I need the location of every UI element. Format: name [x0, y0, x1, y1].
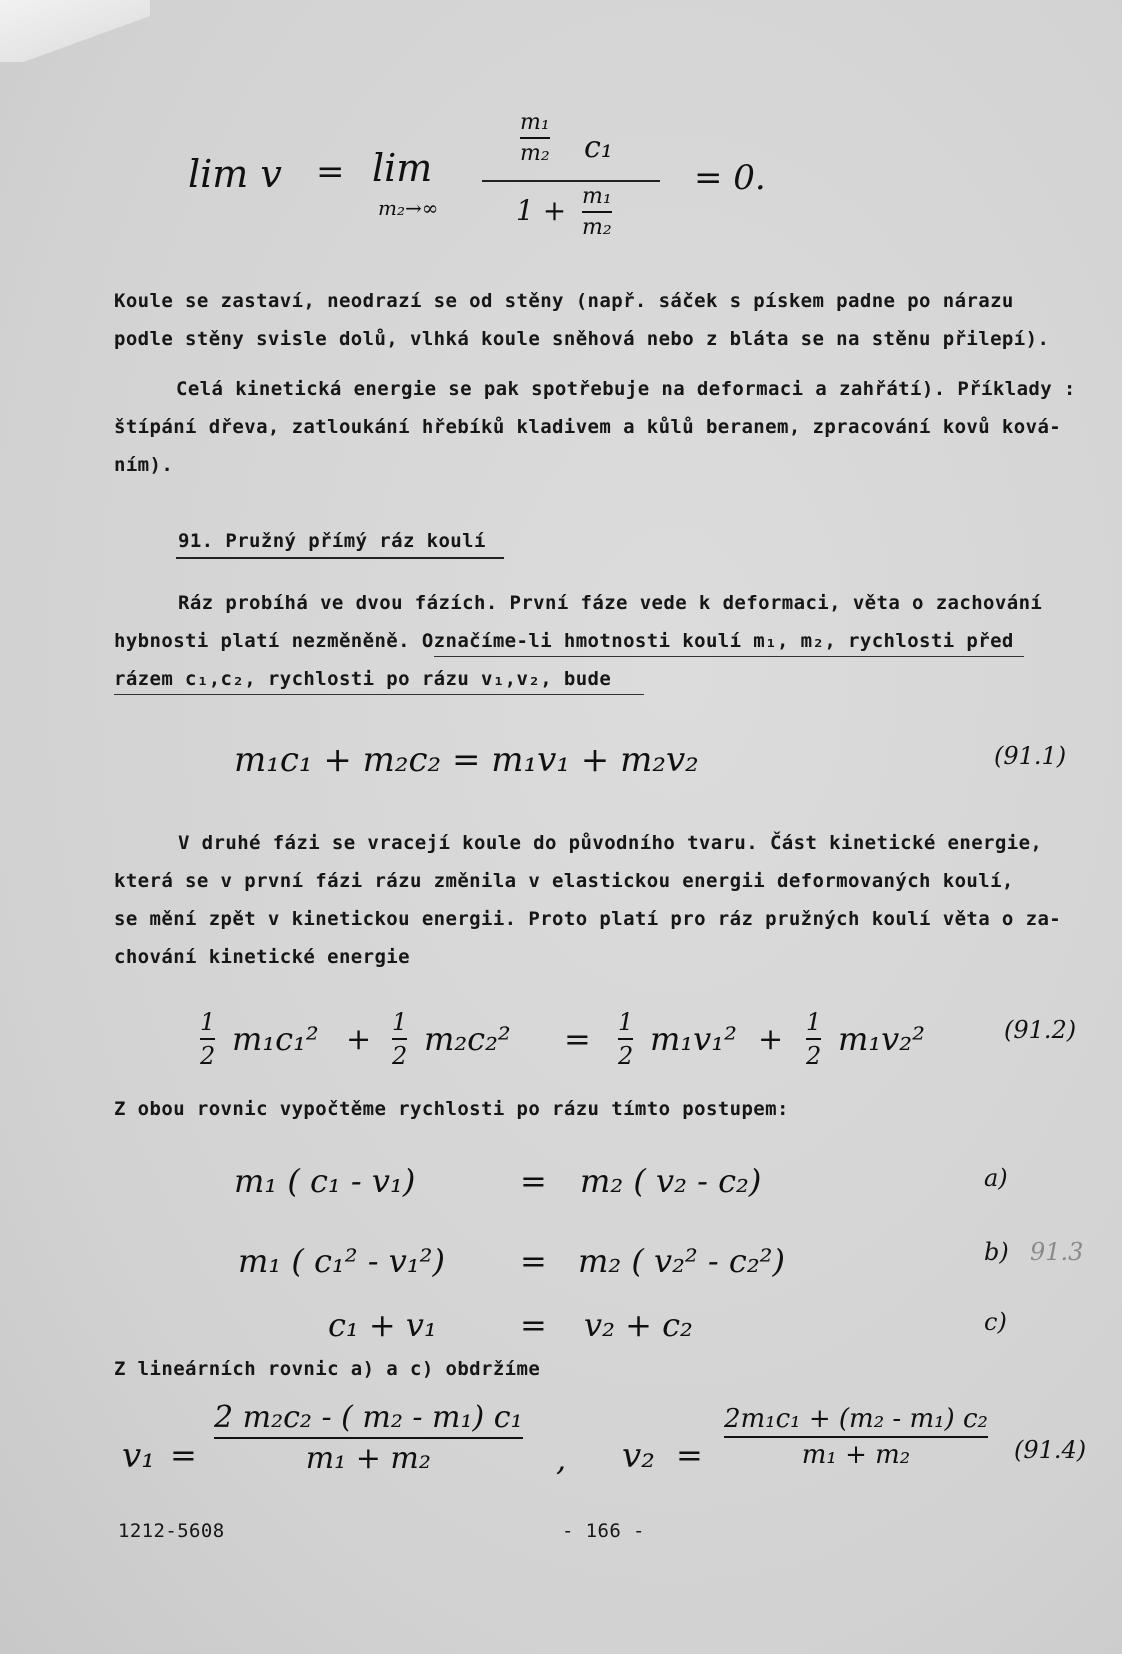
eq-a-eq: =	[520, 1162, 547, 1200]
eq-91-1: m₁c₁ + m₂c₂ = m₁v₁ + m₂v₂	[234, 740, 699, 780]
eq-b-lhs: m₁ ( c₁² - v₁²)	[238, 1242, 445, 1280]
eq-91-2-half-4: 1 2	[806, 1008, 822, 1070]
para4-line1: V druhé fázi se vracejí koule do původního tvaru. Část kinetické energie,	[178, 832, 1043, 854]
eq-91-2-plus2: +	[758, 1022, 784, 1057]
limit-inner-fraction	[520, 110, 550, 166]
eq-91-2-term3: m₁v₁²	[650, 1020, 737, 1058]
limit-lhs: lim v	[188, 152, 282, 196]
eq-91-4-v1-denominator: m₁ + m₂	[305, 1441, 431, 1476]
para3-line3: rázem c₁,c₂, rychlosti po rázu v₁,v₂, bude	[114, 668, 612, 690]
footer-document-code: 1212-5608	[118, 1520, 225, 1542]
eq-91-2-term4: m₁v₂²	[838, 1020, 925, 1058]
section-heading-underline	[176, 557, 504, 559]
para3-line2: hybnosti platí nezměněně. Označíme-li hmotnosti koulí m₁, m₂, rychlosti před	[114, 630, 1014, 652]
eq-91-4-v2-denominator: m₁ + m₂	[801, 1440, 911, 1470]
eq-91-2-term2: m₂c₂²	[424, 1020, 511, 1058]
limit-main-fraction-bar	[482, 180, 660, 182]
eq-c-rhs: v₂ + c₂	[584, 1306, 693, 1344]
eq-91-4-v2: v₂	[622, 1436, 655, 1476]
eq-a-lhs: m₁ ( c₁ - v₁)	[234, 1162, 416, 1200]
section-heading: 91. Pružný přímý ráz koulí	[178, 530, 486, 552]
limit-den-one: 1 +	[516, 194, 567, 227]
eq-c-eq: =	[520, 1306, 547, 1344]
eq-b-rhs: m₂ ( v₂² - c₂²)	[578, 1242, 785, 1280]
para3-line1: Ráz probíhá ve dvou fázích. První fáze vede k deformaci, věta o zachování	[178, 592, 1043, 614]
eq-b-label: b)	[984, 1238, 1009, 1266]
eq-c-lhs: c₁ + v₁	[328, 1306, 437, 1344]
footer-page-number: - 166 -	[562, 1520, 645, 1542]
eq-91-2-plus1: +	[346, 1022, 372, 1057]
para4-line3: se mění zpět v kinetickou energii. Proto platí pro ráz pružných koulí věta o za-	[114, 908, 1062, 930]
para5: Z obou rovnic vypočtěme rychlosti po rázu tímto postupem:	[114, 1098, 789, 1120]
eq-91-2-eq: =	[564, 1020, 591, 1058]
para6: Z lineárních rovnic a) a c) obdržíme	[114, 1358, 541, 1380]
folded-page-corner	[0, 0, 150, 62]
eq-91-2-half-2: 1 2	[392, 1008, 408, 1070]
eq-c-label: c)	[984, 1308, 1007, 1336]
eq-91-4-label: (91.4)	[1014, 1436, 1087, 1464]
eq-91-1-label: (91.1)	[994, 742, 1067, 770]
eq-91-4-eq1: =	[170, 1436, 197, 1474]
limit-operator: lim	[372, 146, 433, 190]
limit-result: = 0.	[694, 158, 766, 198]
eq-a-rhs: m₂ ( v₂ - c₂)	[580, 1162, 762, 1200]
eq-91-4-v2-fraction	[724, 1404, 988, 1470]
eq-91-4-eq2: =	[676, 1436, 703, 1474]
para1-line1: Koule se zastaví, neodrazí se od stěny (např. sáček s pískem padne po nárazu	[114, 290, 1014, 312]
para2-line1: Celá kinetická energie se pak spotřebuje na deformaci a zahřátí). Příklady :	[176, 378, 1076, 400]
limit-inner-den: m₂	[520, 141, 550, 166]
para1-line2: podle stěny svisle dolů, vlhká koule sněhová nebo z bláta se na stěnu přilepí).	[114, 328, 1050, 350]
limit-subscript: m₂→∞	[378, 196, 439, 220]
para2-line3: ním).	[114, 454, 174, 476]
eq-91-4-v1: v₁	[122, 1436, 155, 1476]
eq-91-4-comma: ,	[556, 1440, 567, 1478]
eq-91-2-label: (91.2)	[1004, 1016, 1077, 1044]
eq-91-2-term1: m₁c₁²	[232, 1020, 319, 1058]
limit-den-den: m₂	[582, 215, 612, 240]
eq-91-4-v1-numerator: 2 m₂c₂ - ( m₂ - m₁) c₁	[214, 1400, 523, 1435]
eq-b-pencil-note: 91.3	[1030, 1238, 1084, 1266]
para4-line2: která se v první fázi rázu změnila v elastickou energii deformovaných koulí,	[114, 870, 1014, 892]
eq-a-label: a)	[984, 1164, 1008, 1192]
para2-line2: štípání dřeva, zatloukání hřebíků kladivem a kůlů beranem, zpracování kovů ková-	[114, 416, 1062, 438]
limit-num-c: c₁	[584, 130, 613, 165]
limit-eq-sign: =	[316, 152, 345, 192]
limit-den-fraction	[582, 184, 612, 240]
eq-91-4-v1-fraction	[214, 1400, 523, 1476]
limit-den-num: m₁	[582, 184, 612, 209]
eq-91-2-half-3: 1 2	[618, 1008, 634, 1070]
eq-91-2-half-1: 1 2	[200, 1008, 216, 1070]
para4-line4: chování kinetické energie	[114, 946, 410, 968]
para3-handdrawn-underline-2	[114, 694, 644, 695]
para3-handdrawn-underline-1	[434, 656, 1024, 657]
limit-inner-num: m₁	[520, 110, 550, 135]
eq-b-eq: =	[520, 1242, 547, 1280]
eq-91-4-v2-numerator: 2m₁c₁ + (m₂ - m₁) c₂	[724, 1404, 988, 1434]
